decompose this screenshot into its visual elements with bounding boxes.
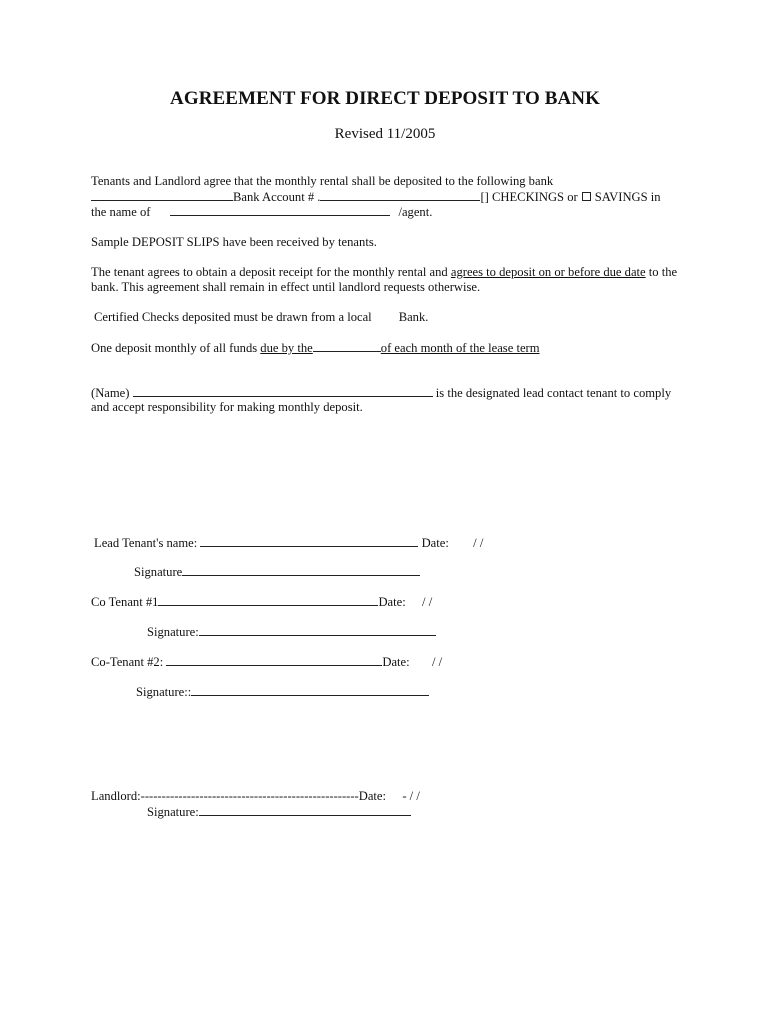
each-month-text: of each month of the lease term [380,341,540,355]
co-tenant-1-date-label: Date: [378,595,406,609]
receipt-underlined-text: agrees to deposit on or before due date [450,265,646,279]
agent-label: /agent. [398,205,433,219]
co-tenant-1-row [91,594,432,610]
lead-contact-line-2: and accept responsibility for making monthly deposit. [91,400,363,414]
name-label: (Name) [91,386,130,400]
due-day-field[interactable] [313,340,381,352]
landlord-signature-row [147,804,411,820]
lead-contact-name-field[interactable] [133,385,433,397]
co-tenant-1-signature-label: Signature: [147,625,199,639]
co-tenant-1-date-field[interactable]: / / [422,595,433,609]
bank-name-field[interactable] [91,189,233,201]
lead-tenant-date-field[interactable]: / / [473,536,484,550]
intro-line-1: Tenants and Landlord agree that the monthly rental shall be deposited to the following bank [91,174,554,188]
due-by-text: due by the [260,341,313,355]
lead-tenant-name-field[interactable] [200,535,418,547]
savings-checkbox[interactable] [582,192,591,201]
co-tenant-2-date-field[interactable]: / / [431,655,443,669]
landlord-signature-label: Signature: [147,805,199,819]
checkings-label: [] CHECKINGS or [480,190,578,204]
co-tenant-2-row [91,654,442,670]
co-tenant-2-signature-field[interactable] [191,684,429,696]
receipt-text-part1: The tenant agrees to obtain a deposit receipt for the monthly rental and [91,265,451,279]
revision-date: Revised 11/2005 [334,126,436,142]
deposit-slips-text: Sample DEPOSIT SLIPS have been received by tenants. [91,235,377,249]
lead-tenant-date-label: Date: [421,536,449,550]
receipt-line-1 [91,265,677,280]
lead-tenant-name-label: Lead Tenant's name: [94,536,198,550]
landlord-date-field[interactable]: - / / [402,789,420,803]
co-tenant-1-name-field[interactable] [158,594,378,606]
co-tenant-2-signature-label: Signature:: [136,685,192,699]
co-tenant-2-name-field[interactable] [166,654,382,666]
name-of-label: the name of [91,205,151,219]
bank-account-field[interactable] [320,189,480,201]
landlord-label: Landlord:----------------------------------------------------Date: [91,789,387,803]
co-tenant-2-label: Co-Tenant #2: [91,655,164,669]
intro-line-3 [91,204,432,220]
one-deposit-text: One deposit monthly of all funds [91,341,261,355]
co-tenant-1-signature-field[interactable] [199,624,436,636]
lead-tenant-signature-label: Signature [134,565,183,579]
lead-tenant-signature-row [134,564,420,580]
landlord-row [91,789,420,804]
receipt-text-part2: to the [645,265,678,279]
intro-line-2 [91,189,661,205]
lead-tenant-signature-field[interactable] [182,564,420,576]
receipt-line-2: bank. This agreement shall remain in effect until landlord requests otherwise. [91,280,481,294]
landlord-signature-field[interactable] [199,804,411,816]
co-tenant-2-date-label: Date: [382,655,410,669]
certified-checks-line [94,310,428,325]
lead-tenant-row [94,535,483,551]
co-tenant-1-signature-row [147,624,436,640]
certified-checks-text: Certified Checks deposited must be drawn from a local [94,310,372,324]
one-deposit-line [91,340,540,356]
lead-contact-line-1 [91,385,671,401]
document-title: AGREEMENT FOR DIRECT DEPOSIT TO BANK [170,88,600,109]
co-tenant-2-signature-row [136,684,429,700]
co-tenant-1-label: Co Tenant #1 [91,595,159,609]
lead-contact-text: is the designated lead contact tenant to comply [435,386,672,400]
account-name-field[interactable] [170,204,390,216]
certified-bank-label: Bank. [398,310,429,324]
bank-account-label: Bank Account # . [233,190,321,204]
savings-label: SAVINGS in [594,190,661,204]
